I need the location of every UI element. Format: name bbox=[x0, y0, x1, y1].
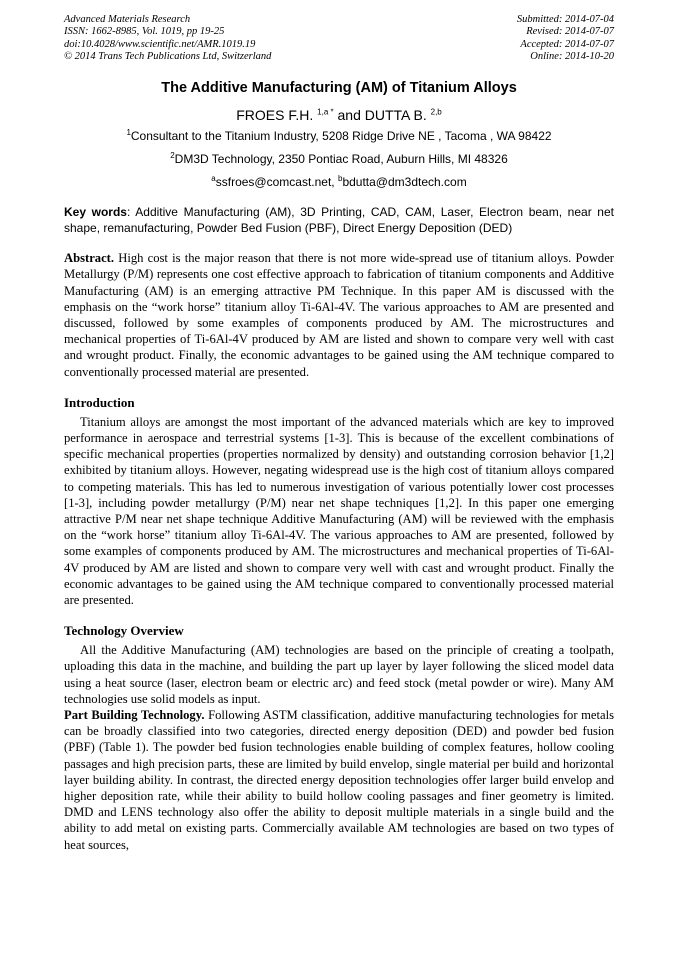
part-building-paragraph bbox=[64, 707, 614, 853]
abstract bbox=[64, 250, 614, 380]
author-2: DUTTA B. bbox=[364, 107, 427, 124]
journal-doi: doi:10.4028/www.scientific.net/AMR.1019.19 bbox=[64, 38, 256, 50]
author-1-sup: 1,a * bbox=[317, 107, 334, 117]
abstract-text: High cost is the major reason that there is not more wide-spread use of titanium alloys. Powder Metallurgy (P/M) represents one cost effective approach to fabrication of titanium components and Additive Manufacturing (AM) is an emerging attractive PM Technique. In this paper AM is discussed with the emphasis on the “work horse” titanium alloy Ti-6Al-4V. The various approaches to AM are presented and discussed, followed by some examples of components produced by AM. The microstructures and mechanical properties of Ti-6Al-4V produced by AM are listed and shown to compare very well with cast and wrought product. Finally, the economic advantages to be gained using the AM technique compared to conventionally processed material are presented. bbox=[64, 251, 614, 379]
aff2-sup: 2 bbox=[170, 151, 175, 161]
journal-issn: ISSN: 1662-8985, Vol. 1019, pp 19-25 bbox=[64, 26, 225, 38]
author-1: FROES F.H. bbox=[236, 107, 314, 124]
introduction-paragraph: Titanium alloys are amongst the most important of the advanced materials which are key to improved performance in aerospace and terrestrial systems [1-3]. This is because of the excellent combinations of specific mechanical properties (properties normalized by density) and outstanding corrosion behavior [1,2] exhibited by titanium alloys. However, negating widespread use is the high cost of titanium alloys compared to competing materials. This has led to numerous investigation of various potentially lower cost processes [1-3], including powder metallurgy (P/M) near net shape techniques [1,2]. In this paper one emerging attractive P/M near net shape technique Additive Manufacturing (AM) will be reviewed with the emphasis on the “work horse” titanium alloy Ti-6Al-4V. The various approaches to AM are presented, followed by some examples of components produced by AM. The microstructures and mechanical properties of Ti-6Al-4V produced by AM are listed and shown to compare very well with cast and wrought product. Finally the economic advantages to be gained using the AM technique compared to conventionally processed material are presented. bbox=[64, 414, 614, 608]
part-building-text: Following ASTM classification, additive manufacturing technologies for metals can be broadly classified into two categories, directed energy deposition (DED) and powder bed fusion (PBF) (Table 1). The powder bed fusion technologies enable building of complex features, hollow cooling passages and high precision parts, these are limited by build envelop, single material per build and horizontal layer building ability. In contrast, the directed energy deposition technologies offer larger build envelop and higher deposition rate, while their ability to build hollow cooling passages and finer geometry is limited. DMD and LENS technology also offer the ability to deposit multiple materials in a single build and the ability to add metal on existing parts. Commercially available AM technologies are based on two types of heat sources, bbox=[64, 708, 614, 852]
introduction-heading: Introduction bbox=[64, 394, 135, 410]
paper-title: The Additive Manufacturing (AM) of Titanium Alloys bbox=[161, 80, 517, 97]
author-connector: and bbox=[337, 107, 361, 124]
author-list bbox=[64, 107, 614, 123]
affiliations bbox=[64, 129, 614, 190]
journal-copyright: © 2014 Trans Tech Publications Ltd, Switzerland bbox=[64, 50, 272, 62]
email-a-sup: a bbox=[211, 174, 216, 184]
paper-page bbox=[64, 14, 614, 853]
email-b[interactable]: bdutta@dm3dtech.com bbox=[342, 175, 467, 190]
aff1-sup: 1 bbox=[126, 128, 131, 138]
affiliation-2 bbox=[64, 152, 614, 167]
aff2-text: DM3D Technology, 2350 Pontiac Road, Auburn Hills, MI 48326 bbox=[174, 152, 508, 167]
date-online: Online: 2014-10-20 bbox=[530, 50, 614, 62]
keywords bbox=[64, 204, 614, 236]
date-accepted: Accepted: 2014-07-07 bbox=[520, 38, 614, 50]
technology-overview-heading: Technology Overview bbox=[64, 623, 184, 639]
email-a[interactable]: ssfroes@comcast.net, bbox=[215, 175, 335, 190]
affiliation-1 bbox=[64, 129, 614, 144]
emails bbox=[64, 175, 614, 190]
technology-overview-paragraph: All the Additive Manufacturing (AM) technologies are based on the principle of creating a toolpath, uploading this data in the machine, and building the part up layer by layer following the sliced model data using a heat source (laser, electron beam or electric arc) and feed stock (metal powder or wire). Many AM technologies use solid models as input. bbox=[64, 643, 614, 706]
journal-header bbox=[64, 14, 614, 63]
date-submitted: Submitted: 2014-07-04 bbox=[516, 14, 614, 25]
author-2-sup: 2,b bbox=[430, 107, 442, 117]
keywords-label: Key words bbox=[64, 205, 127, 220]
keywords-text: : Additive Manufacturing (AM), 3D Printing, CAD, CAM, Laser, Electron beam, near net shape, remanufacturing, Powder Bed Fusion (PBF), Direct Energy Deposition (DED) bbox=[64, 205, 614, 236]
part-building-label: Part Building Technology. bbox=[64, 708, 205, 723]
email-b-sup: b bbox=[337, 174, 343, 184]
aff1-text: Consultant to the Titanium Industry, 5208 Ridge Drive NE , Tacoma , WA 98422 bbox=[130, 129, 552, 144]
date-revised: Revised: 2014-07-07 bbox=[526, 26, 614, 38]
abstract-label: Abstract. bbox=[64, 251, 115, 266]
journal-info bbox=[64, 14, 271, 63]
publication-dates bbox=[517, 14, 614, 63]
journal-name: Advanced Materials Research bbox=[64, 14, 191, 25]
